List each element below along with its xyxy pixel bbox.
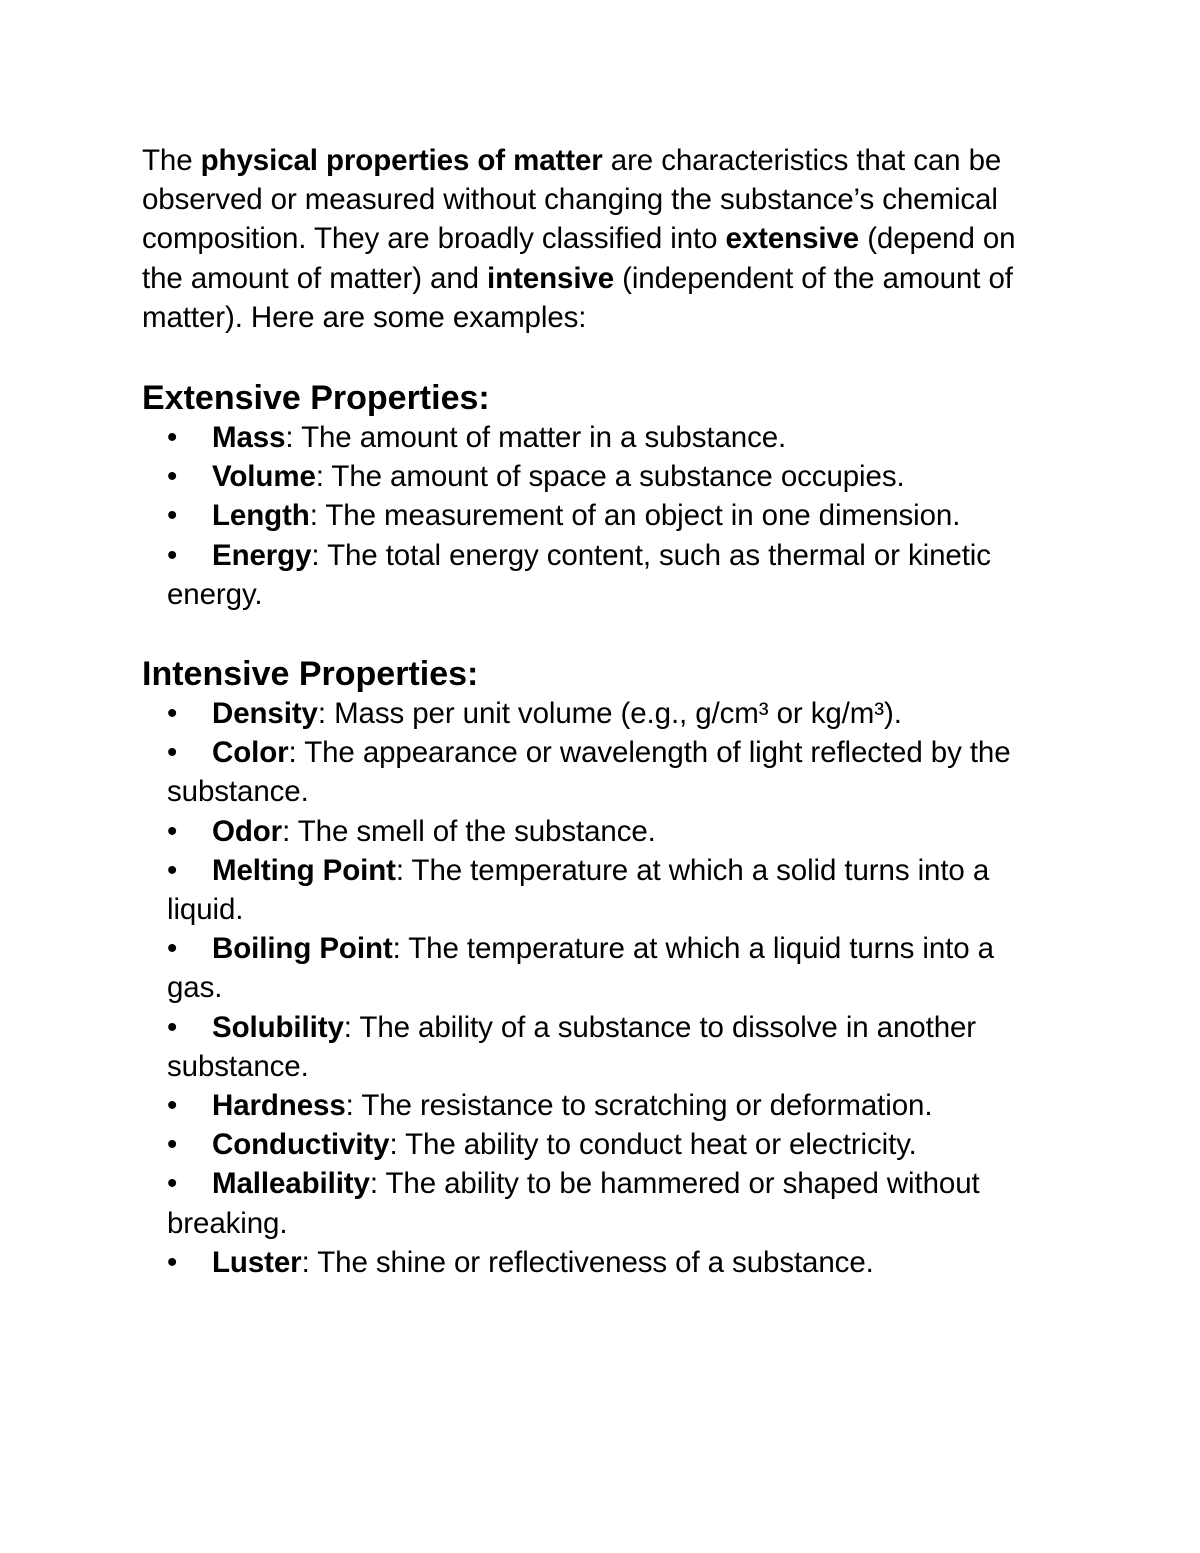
bullet-icon: • [167,499,178,533]
intro-paragraph [142,141,1042,337]
property-description: : The amount of space a substance occupies. [315,460,905,494]
list-item [142,1164,1042,1242]
intro-bold-term: intensive [487,261,615,295]
bullet-icon: • [167,736,178,770]
intensive-heading: Intensive Properties: [142,655,479,694]
property-term: Volume [212,460,316,494]
property-term: Length [212,499,310,533]
property-description: : The shine or reflectiveness of a substance. [301,1245,874,1279]
property-description: : The ability to conduct heat or electricity. [389,1128,917,1162]
intro-bold-term: physical properties of matter [200,144,603,177]
intro-text: (independent of the amount of matter). Here are some examples: [142,261,1013,334]
document-page [142,141,1042,1282]
list-item [142,733,1042,811]
property-description: : The measurement of an object in one dimension. [309,499,961,533]
bullet-icon: • [167,814,178,848]
list-item [142,929,1042,1007]
property-description: : The appearance or wavelength of light reflected by the substance. [167,736,1011,809]
bullet-icon: • [167,1089,178,1123]
property-description: : The ability of a substance to dissolve in another substance. [167,1010,977,1083]
list-item [142,1086,1042,1125]
list-item [142,418,1042,457]
bullet-icon: • [167,1128,178,1162]
intro-text: The [142,144,201,177]
bullet-icon: • [167,1245,178,1279]
intro-text: are characteristics that can be observed or measured without changing the substance’s chemical composition. They are broadly classified into [142,144,1002,256]
property-term: Mass [212,421,286,455]
extensive-list [142,418,1042,614]
property-term: Melting Point [212,853,396,887]
bullet-icon: • [167,460,178,494]
list-item [142,536,1042,614]
bullet-icon: • [167,853,178,887]
property-description: : Mass per unit volume (e.g., g/cm³ or kg/m³). [317,697,902,731]
bullet-icon: • [167,1167,178,1201]
intensive-list [142,694,1042,1282]
list-item [142,457,1042,496]
property-description: : The total energy content, such as thermal or kinetic energy. [167,538,991,611]
property-term: Density [212,697,318,731]
bullet-icon: • [167,697,178,731]
list-item [142,812,1042,851]
property-term: Solubility [212,1010,344,1044]
property-description: : The ability to be hammered or shaped without breaking. [167,1167,980,1240]
property-term: Energy [212,538,312,572]
bullet-icon: • [167,421,178,455]
property-description: : The resistance to scratching or deformation. [345,1089,933,1123]
list-item [142,694,1042,733]
list-item [142,1243,1042,1282]
property-description: : The temperature at which a solid turns into a liquid. [167,853,990,927]
list-item [142,1008,1042,1086]
intro-bold-term: extensive [725,222,860,256]
property-description: : The smell of the substance. [282,814,656,848]
list-item [142,851,1042,929]
extensive-heading: Extensive Properties: [142,379,490,418]
bullet-icon: • [167,1010,178,1044]
list-item [142,1125,1042,1164]
property-term: Hardness [212,1089,346,1123]
property-term: Odor [212,814,283,848]
bullet-icon: • [167,932,178,966]
property-description: : The amount of matter in a substance. [285,421,787,455]
property-term: Conductivity [212,1128,390,1162]
property-description: : The temperature at which a liquid turns into a gas. [167,932,994,1005]
bullet-icon: • [167,538,178,572]
property-term: Malleability [212,1167,370,1201]
property-term: Boiling Point [212,932,393,966]
property-term: Color [212,736,289,770]
property-term: Luster [212,1245,302,1279]
intro-text: (depend on the amount of matter) and [142,222,1016,295]
list-item [142,496,1042,535]
